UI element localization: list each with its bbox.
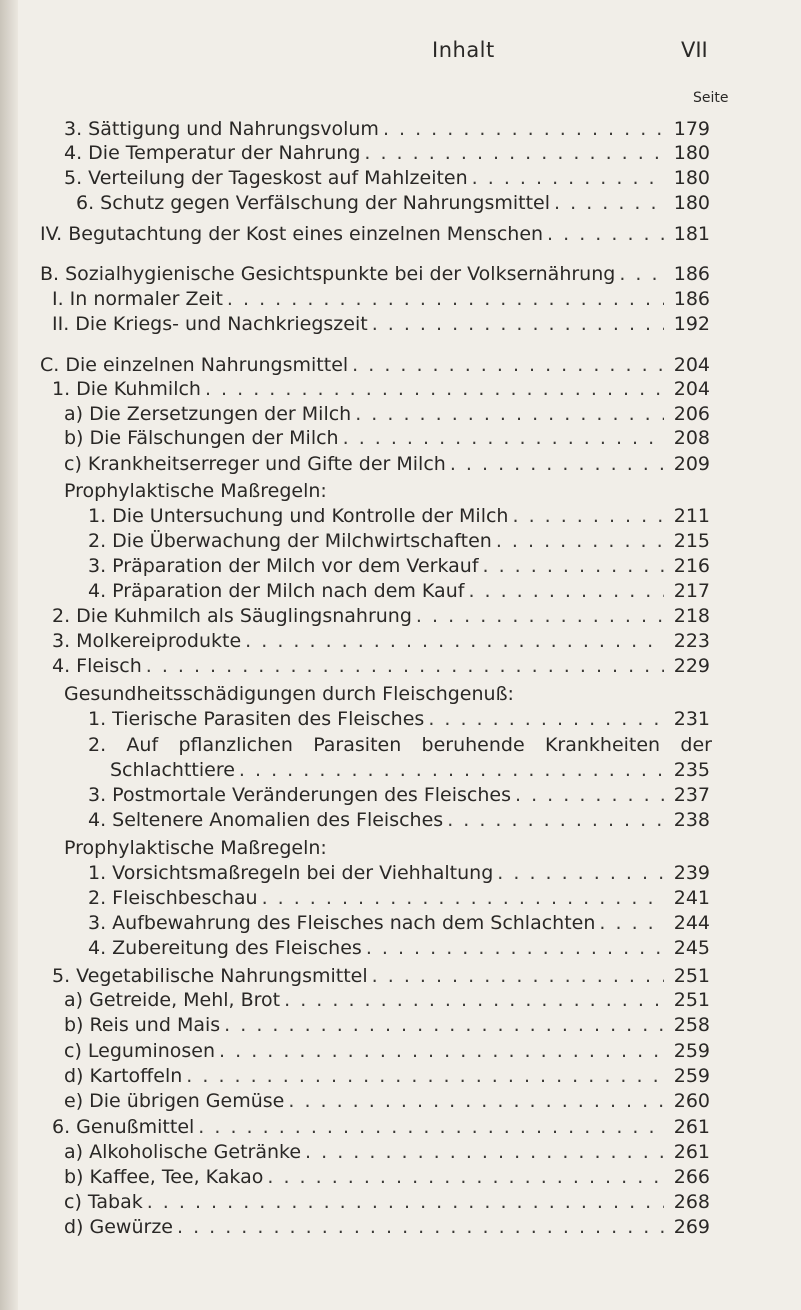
toc-entry-label: a) Getreide, Mehl, Brot <box>64 989 281 1011</box>
toc-entry-page: 179 <box>673 118 710 140</box>
toc-entry <box>52 286 710 312</box>
toc-entry <box>64 478 327 504</box>
toc-entry <box>52 311 710 337</box>
toc-entry-page: 206 <box>673 403 710 425</box>
toc-entry-page: 235 <box>673 759 710 781</box>
toc-entry <box>64 1139 710 1165</box>
dot-leader <box>146 653 664 679</box>
toc-entry-label: 6. Genußmittel <box>52 1116 195 1138</box>
toc-entry-page: 261 <box>673 1141 710 1163</box>
toc-entry-label: Prophylaktische Maßregeln: <box>64 837 327 859</box>
toc-entry <box>88 553 710 579</box>
toc-entry-page: 180 <box>673 192 710 214</box>
dot-leader <box>147 1189 664 1215</box>
toc-entry <box>64 1164 710 1190</box>
toc-entry-label: 1. Die Untersuchung und Kontrolle der Milch <box>88 505 509 527</box>
toc-entry <box>52 603 710 629</box>
toc-entry <box>88 528 710 554</box>
toc-entry-page: 186 <box>673 288 710 310</box>
toc-entry <box>64 165 710 191</box>
dot-leader <box>284 987 664 1013</box>
toc-entry-label: 5. Vegetabilische Nahrungsmittel <box>52 965 368 987</box>
toc-entry-label: II. Die Kriegs- und Nachkriegszeit <box>52 313 368 335</box>
toc-entry <box>52 653 710 679</box>
toc-entry-label: b) Kaffee, Tee, Kakao <box>64 1166 264 1188</box>
toc-entry <box>88 503 710 529</box>
dot-leader <box>428 706 664 732</box>
toc-entry <box>64 451 710 477</box>
toc-entry-page: 181 <box>673 223 710 245</box>
toc-entry <box>52 1114 710 1140</box>
toc-entry-label: 2. Fleischbeschau <box>88 887 258 909</box>
toc-entry-label: 4. Präparation der Milch nach dem Kauf <box>88 580 465 602</box>
toc-entry-page: 192 <box>673 313 710 335</box>
dot-leader <box>224 1012 664 1038</box>
toc-entry-label: C. Die einzelnen Nahrungsmittel <box>40 354 349 376</box>
toc-entry-page: 260 <box>673 1090 710 1112</box>
toc-entry-label: 2. Die Kuhmilch als Säuglingsnahrung <box>52 605 412 627</box>
toc-entry <box>40 221 710 247</box>
dot-leader <box>343 425 664 451</box>
toc-entry-label: d) Kartoffeln <box>64 1065 183 1087</box>
toc-entry-page: 223 <box>673 630 710 652</box>
toc-entry-page: 239 <box>673 862 710 884</box>
dot-leader <box>496 528 664 554</box>
dot-leader <box>512 503 664 529</box>
toc-entry <box>64 1012 710 1038</box>
dot-leader <box>262 885 664 911</box>
toc-entry <box>88 860 710 886</box>
toc-entry <box>88 732 712 758</box>
toc-entry <box>64 401 710 427</box>
toc-entry-page: 231 <box>673 708 710 730</box>
toc-entry-page: 209 <box>673 453 710 475</box>
toc-entry-label: 5. Verteilung der Tageskost auf Mahlzeiten <box>64 167 468 189</box>
toc-entry-page: 180 <box>673 142 710 164</box>
dot-leader <box>267 1164 664 1190</box>
toc-entry-label: 1. Die Kuhmilch <box>52 378 201 400</box>
dot-leader <box>619 261 664 287</box>
dot-leader <box>205 376 664 402</box>
toc-entry <box>88 807 710 833</box>
toc-entry-page: 244 <box>673 912 710 934</box>
toc-entry-label: Gesundheitsschädigungen durch Fleischgenuß: <box>64 683 514 705</box>
dot-leader <box>447 807 664 833</box>
toc-entry-label: 3. Postmortale Veränderungen des Fleisches <box>88 784 511 806</box>
toc-entry-page: 259 <box>673 1065 710 1087</box>
dot-leader <box>497 860 664 886</box>
dot-leader <box>219 1038 664 1064</box>
toc-entry <box>64 987 710 1013</box>
dot-leader <box>483 553 664 579</box>
toc-entry <box>64 1189 710 1215</box>
toc-entry <box>64 425 710 451</box>
toc-entry-label: IV. Begutachtung der Kost eines einzelnen Menschen <box>40 223 544 245</box>
toc-entry <box>76 190 710 216</box>
toc-entry-label: Prophylaktische Maßregeln: <box>64 480 327 502</box>
toc-entry <box>88 935 710 961</box>
dot-leader <box>245 628 664 654</box>
dot-leader <box>186 1063 664 1089</box>
dot-leader <box>515 782 664 808</box>
toc-entry-page: 266 <box>673 1166 710 1188</box>
toc-entry-label: 1. Tierische Parasiten des Fleisches <box>88 708 425 730</box>
dot-leader <box>450 451 664 477</box>
toc-entry-page: 180 <box>673 167 710 189</box>
toc-entry-label: 2. Auf pflanzlichen Parasiten beruhende Krankheiten der <box>88 734 712 756</box>
toc-entry-label: 3. Molkereiprodukte <box>52 630 242 652</box>
toc-entry <box>88 578 710 604</box>
toc-entry-label: 4. Zubereitung des Fleisches <box>88 937 362 959</box>
toc-entry-label: I. In normaler Zeit <box>52 288 223 310</box>
toc-entry <box>64 1214 710 1240</box>
toc-entry <box>110 757 710 783</box>
toc-entry-page: 217 <box>673 580 710 602</box>
toc-entry-label: 1. Vorsichtsmaßregeln bei der Viehhaltung <box>88 862 494 884</box>
toc-entry-page: 269 <box>673 1216 710 1238</box>
toc-entry-label: B. Sozialhygienische Gesichtspunkte bei der Volksernährung <box>40 263 616 285</box>
dot-leader <box>372 963 664 989</box>
toc-entry-label: c) Tabak <box>64 1191 143 1213</box>
toc-entry-page: 215 <box>673 530 710 552</box>
toc-entry <box>64 835 327 861</box>
toc-entry <box>64 116 710 142</box>
toc-entry-label: b) Die Fälschungen der Milch <box>64 427 339 449</box>
toc-entry-page: 186 <box>673 263 710 285</box>
header-title: Inhalt <box>432 38 495 62</box>
toc-entry-page: 241 <box>673 887 710 909</box>
dot-leader <box>288 1088 664 1114</box>
toc-entry <box>88 910 710 936</box>
toc-entry-page: 211 <box>673 505 710 527</box>
toc-entry <box>52 376 710 402</box>
toc-entry-page: 251 <box>673 989 710 1011</box>
toc-entry <box>40 261 710 287</box>
toc-entry-page: 268 <box>673 1191 710 1213</box>
toc-entry <box>64 140 710 166</box>
toc-entry-page: 259 <box>673 1040 710 1062</box>
page-header <box>0 38 801 70</box>
dot-leader <box>416 603 664 629</box>
toc-entry-page: 258 <box>673 1014 710 1036</box>
toc-entry-label: 4. Fleisch <box>52 655 142 677</box>
toc-entry-page: 238 <box>673 809 710 831</box>
toc-entry-label: e) Die übrigen Gemüse <box>64 1090 285 1112</box>
toc-entry-page: 208 <box>673 427 710 449</box>
dot-leader <box>366 935 664 961</box>
toc-entry-page: 229 <box>673 655 710 677</box>
toc-entry-page: 216 <box>673 555 710 577</box>
dot-leader <box>383 116 664 142</box>
toc-entry <box>64 1038 710 1064</box>
dot-leader <box>227 286 664 312</box>
toc-entry-page: 204 <box>673 378 710 400</box>
dot-leader <box>352 352 664 378</box>
dot-leader <box>239 757 664 783</box>
dot-leader <box>305 1139 664 1165</box>
dot-leader <box>599 910 664 936</box>
toc-entry-label: 4. Seltenere Anomalien des Fleisches <box>88 809 444 831</box>
dot-leader <box>554 190 664 216</box>
dot-leader <box>472 165 664 191</box>
toc-entry-label: 3. Sättigung und Nahrungsvolum <box>64 118 379 140</box>
page-edge <box>0 0 18 1310</box>
toc-entry-label: a) Alkoholische Getränke <box>64 1141 302 1163</box>
toc-entry <box>64 1063 710 1089</box>
toc-entry <box>64 681 514 707</box>
dot-leader <box>177 1214 664 1240</box>
toc-entry-label: b) Reis und Mais <box>64 1014 221 1036</box>
toc-entry <box>52 628 710 654</box>
toc-entry-label: 6. Schutz gegen Verfälschung der Nahrungsmittel <box>76 192 551 214</box>
dot-leader <box>364 140 664 166</box>
toc-entry-page: 261 <box>673 1116 710 1138</box>
toc-entry <box>88 706 710 732</box>
toc-entry-page: 237 <box>673 784 710 806</box>
dot-leader <box>372 311 664 337</box>
toc-entry-label: 2. Die Überwachung der Milchwirtschaften <box>88 530 492 552</box>
toc-entry <box>52 963 710 989</box>
toc-entry-label: 3. Aufbewahrung des Fleisches nach dem Schlachten <box>88 912 596 934</box>
toc-entry-label: c) Krankheitserreger und Gifte der Milch <box>64 453 446 475</box>
toc-entry-label: 3. Präparation der Milch vor dem Verkauf <box>88 555 479 577</box>
toc-entry-label: Schlachttiere <box>110 759 235 781</box>
toc-entry-label: c) Leguminosen <box>64 1040 216 1062</box>
toc-entry-label: d) Gewürze <box>64 1216 173 1238</box>
toc-entry-page: 204 <box>673 354 710 376</box>
toc-entry-page: 251 <box>673 965 710 987</box>
dot-leader <box>547 221 664 247</box>
toc-entry <box>88 885 710 911</box>
toc-entry <box>88 782 710 808</box>
toc-entry-label: a) Die Zersetzungen der Milch <box>64 403 352 425</box>
toc-entry-page: 218 <box>673 605 710 627</box>
toc-entry <box>64 1088 710 1114</box>
dot-leader <box>468 578 664 604</box>
dot-leader <box>198 1114 664 1140</box>
column-head-seite: Seite <box>693 90 729 106</box>
dot-leader <box>355 401 664 427</box>
toc-entry-page: 245 <box>673 937 710 959</box>
toc-entry-label: 4. Die Temperatur der Nahrung <box>64 142 361 164</box>
toc-entry <box>40 352 710 378</box>
header-page-number: VII <box>681 38 708 62</box>
